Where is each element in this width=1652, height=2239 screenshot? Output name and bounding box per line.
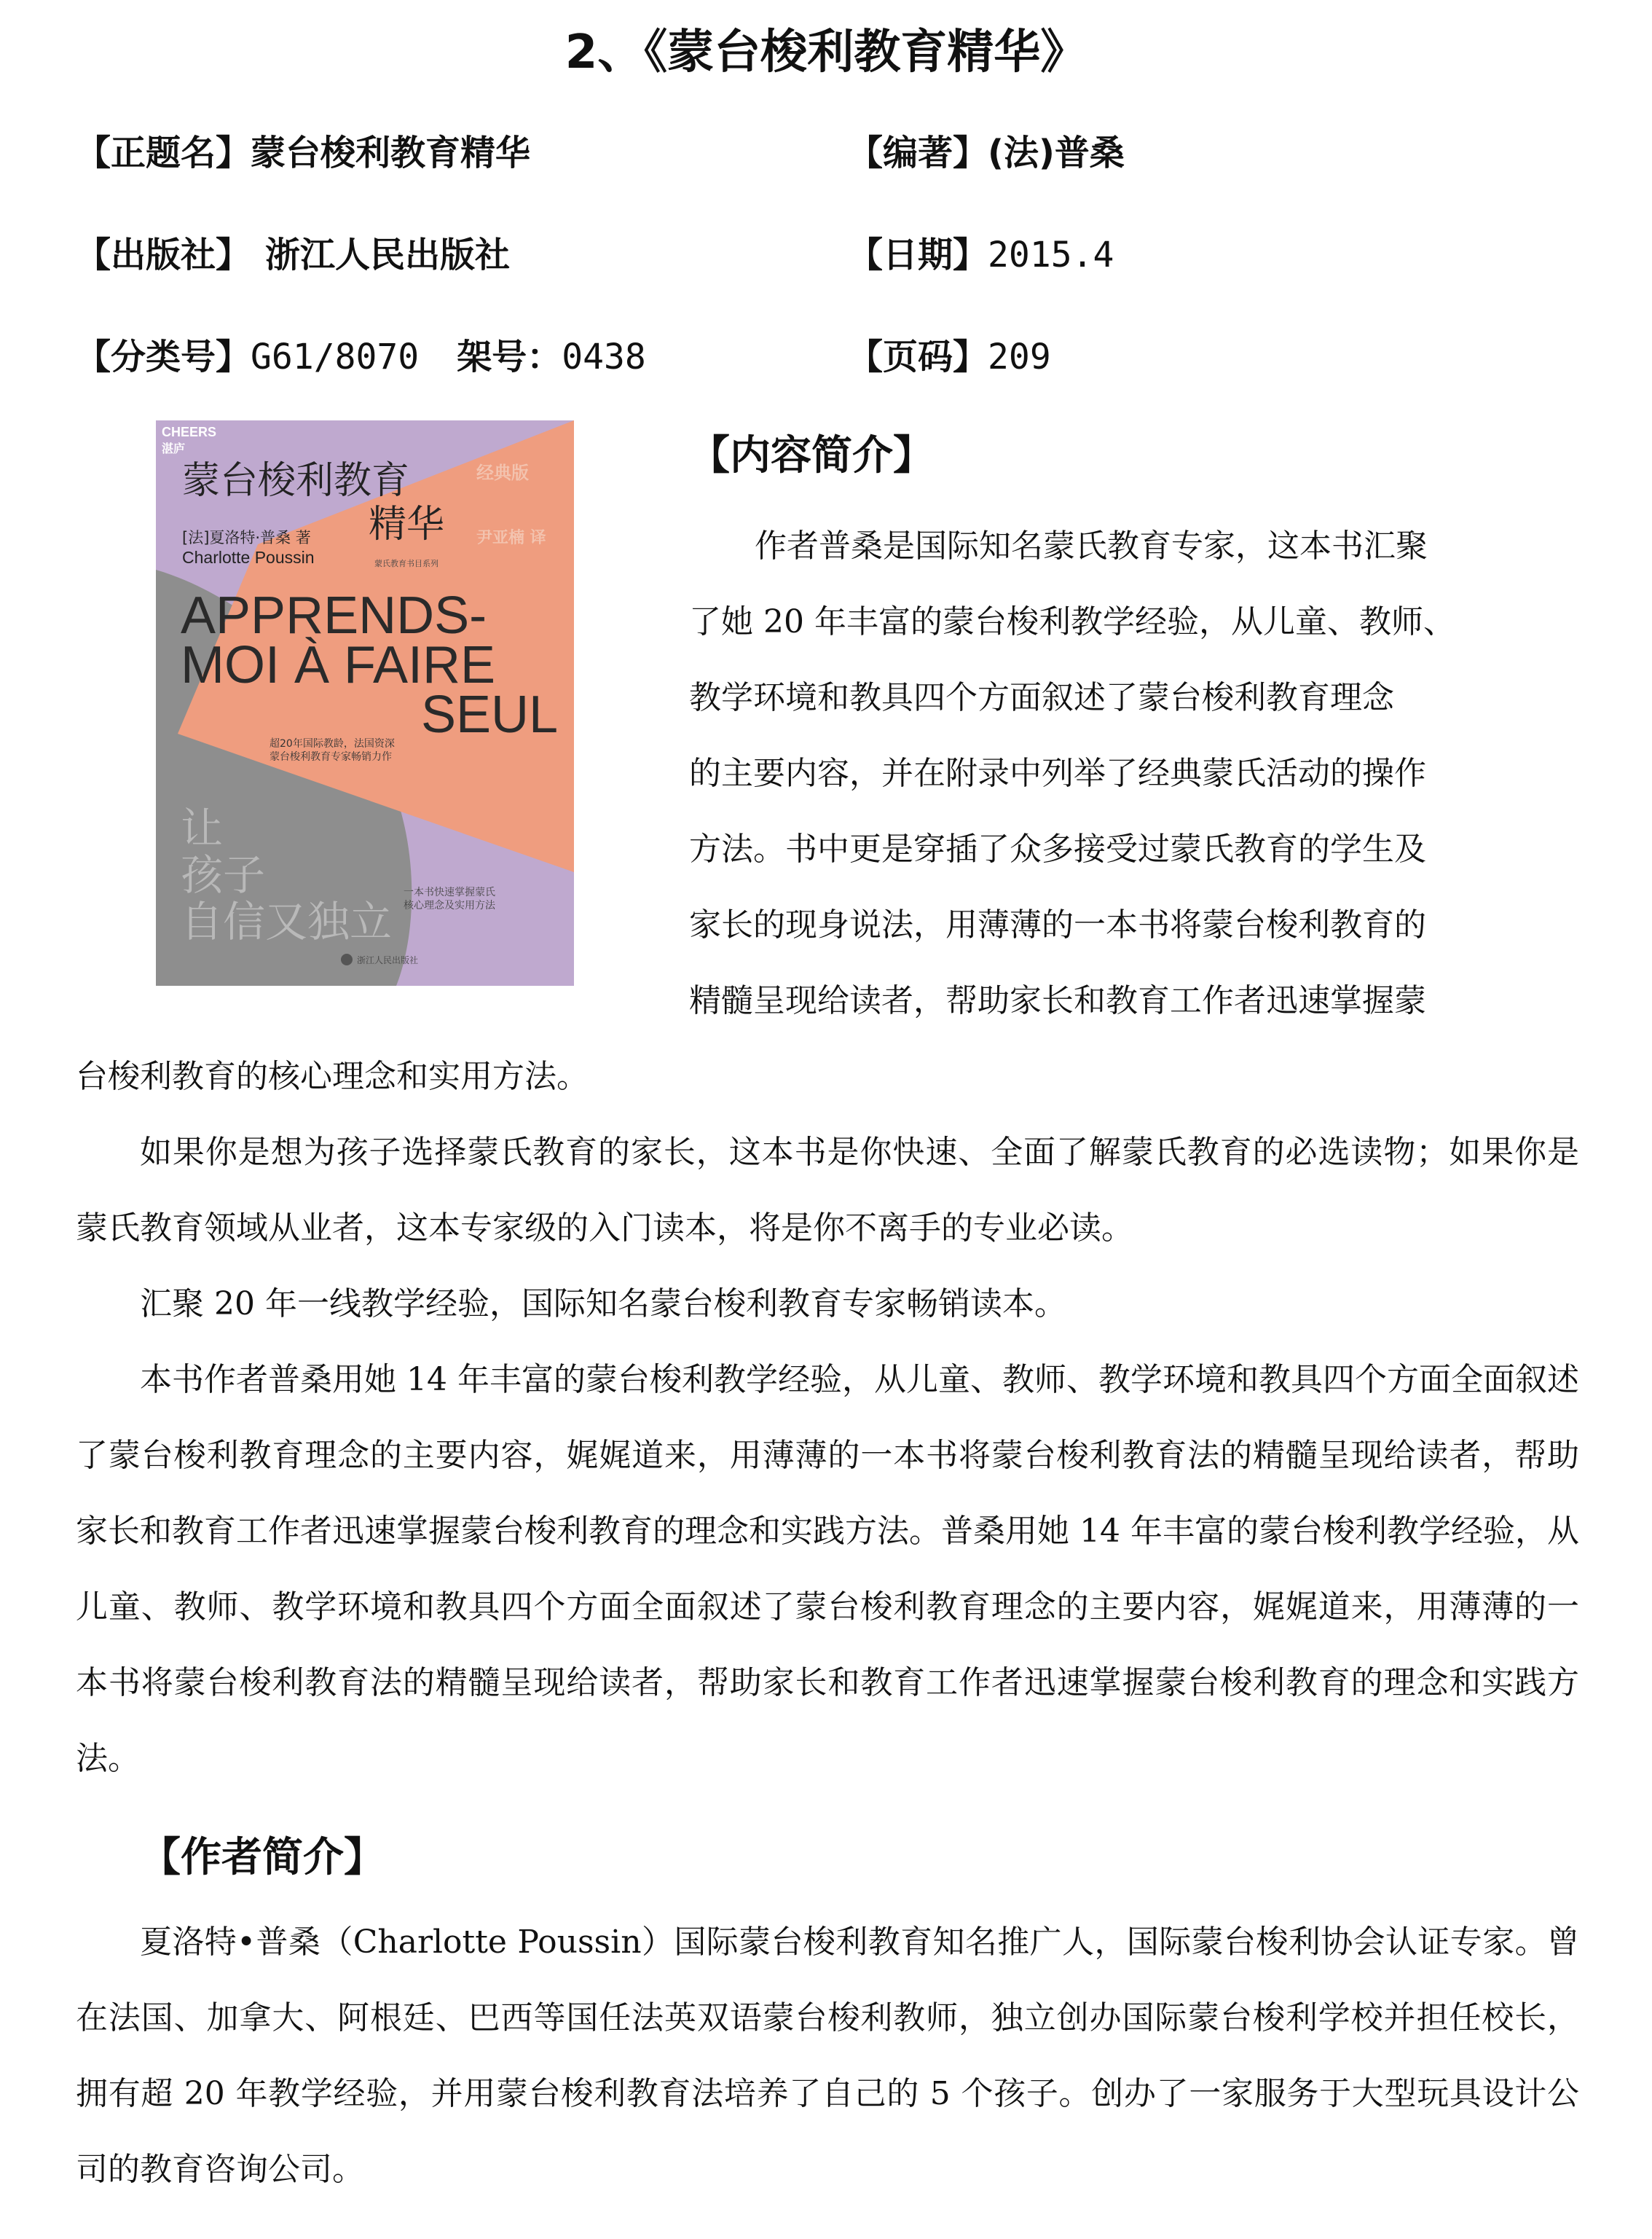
- meta-publisher-label: 【出版社】: [76, 235, 251, 275]
- meta-author-label: 【编著】: [848, 133, 988, 173]
- page-title: 2、《蒙台梭利教育精华》: [565, 26, 1087, 79]
- summary-line-4: 的主要内容，并在附录中列举了经典蒙氏活动的操作: [689, 755, 1426, 792]
- cover-tag-line1: 一本书快速掌握蒙氏: [404, 887, 495, 898]
- meta-class-label: 【分类号】: [76, 337, 251, 377]
- cover-slogan-line3: 自信又独立: [181, 897, 393, 946]
- cover-blurb-line2: 蒙台梭利教育专家畅销力作: [270, 751, 392, 763]
- cover-publisher-mark-cn: 湛庐: [162, 442, 186, 455]
- summary-line-5: 方法。书中更是穿插了众多接受过蒙氏教育的学生及: [689, 831, 1426, 868]
- meta-title-label: 【正题名】: [76, 133, 251, 173]
- cover-publisher-mark: CHEERS: [162, 425, 217, 439]
- meta-date: [848, 226, 1114, 284]
- summary-paragraph-4: 本书作者普桑用她 14 年丰富的蒙台梭利教学经验，从儿童、教师、教学环境和教具四个方面全面叙述了蒙台梭利教育理念的主要内容，娓娓道来，用薄薄的一本书将蒙台梭利教育法的精髓呈现给读者，帮助家长和教育工作者迅速掌握蒙台梭利教育的理念和实践方法。普桑用她 14 年丰富的蒙台梭利教学经验，从儿童、教师、教学环境和教具四个方面全面叙述了蒙台梭利教育理念的主要内容，娓娓道来，用薄薄的一本书将蒙台梭利教育法的精髓呈现给读者，帮助家长和教育工作者迅速掌握蒙台梭利教育的理念和实践方法。: [76, 1361, 1579, 1777]
- meta-date-label: 【日期】: [848, 235, 988, 275]
- cover-author-en: Charlotte Poussin: [182, 548, 315, 567]
- cover-fr-line3: SEUL: [421, 686, 559, 744]
- meta-class-value: G61/8070: [251, 337, 420, 377]
- book-cover-image: [156, 420, 574, 986]
- cover-edition: 经典版: [476, 463, 529, 483]
- meta-row-publisher: [76, 226, 1605, 284]
- summary-line-2: 了她 20 年丰富的蒙台梭利教学经验，从儿童、教师、: [689, 603, 1455, 640]
- meta-title: [76, 124, 530, 182]
- cover-slogan-line2: 孩子: [181, 850, 266, 900]
- cover-title-line1: 蒙台梭利教育: [182, 459, 410, 503]
- meta-author: [848, 124, 1125, 182]
- summary-line-1: 作者普桑是国际知名蒙氏教育专家，这本书汇聚: [755, 528, 1428, 565]
- meta-date-value: 2015.4: [988, 235, 1114, 275]
- meta-pages: [848, 328, 1051, 386]
- meta-pages-label: 【页码】: [848, 337, 988, 377]
- meta-publisher: [76, 226, 510, 284]
- meta-publisher-value: 浙江人民出版社: [265, 235, 511, 275]
- meta-title-value: 蒙台梭利教育精华: [251, 133, 531, 173]
- summary-line-6: 家长的现身说法，用薄薄的一本书将蒙台梭利教育的: [689, 906, 1426, 944]
- author-paragraph: 夏洛特•普桑（Charlotte Poussin）国际蒙台梭利教育知名推广人，国际蒙台梭利协会认证专家。曾在法国、加拿大、阿根廷、巴西等国任法英双语蒙台梭利教师，独立创办国际蒙台梭利学校并担任校长，拥有超 20 年教学经验，并用蒙台梭利教育法培养了自己的 5 个孩子。创办了一家服务于大型玩具设计公司的教育咨询公司。: [76, 1924, 1579, 2188]
- cover-author-cn: [法]夏洛特·普桑 著: [182, 529, 311, 546]
- cover-press: 浙江人民出版社: [357, 955, 419, 965]
- cover-fr-line2: MOI À FAIRE: [181, 636, 496, 694]
- meta-row-title: [76, 124, 1605, 182]
- meta-class: [76, 328, 646, 386]
- cover-press-logo-icon: [341, 954, 353, 965]
- summary-paragraph-2: 如果你是想为孩子选择蒙氏教育的家长，这本书是你快速、全面了解蒙氏教育的必选读物；如果你是蒙氏教育领域从业者，这本专家级的入门读本，将是你不离手的专业必读。: [76, 1134, 1579, 1247]
- cover-blurb-line1: 超20年国际教龄，法国资深: [270, 738, 395, 750]
- summary-line-7: 精髓呈现给读者，帮助家长和教育工作者迅速掌握蒙: [689, 982, 1426, 1019]
- summary-heading: 【内容简介】: [689, 432, 934, 479]
- meta-shelf-value: 0438: [562, 337, 646, 377]
- cover-slogan-line1: 让: [181, 804, 224, 853]
- meta-author-value: (法)普桑: [988, 133, 1125, 173]
- meta-pages-value: 209: [988, 337, 1051, 377]
- cover-fr-line1: APPRENDS-: [181, 587, 487, 645]
- cover-tag-line2: 核心理念及实用方法: [404, 900, 495, 911]
- cover-series: 蒙氏教育书目系列: [374, 559, 438, 568]
- author-heading: 【作者简介】: [140, 1834, 385, 1881]
- summary-wrap-block: [689, 509, 1579, 1039]
- meta-row-class: [76, 328, 1605, 386]
- cover-title-line2: 精华: [369, 503, 445, 546]
- summary-line-3: 教学环境和教具四个方面叙述了蒙台梭利教育理念: [689, 679, 1394, 716]
- meta-shelf-label: 架号：: [457, 337, 562, 377]
- summary-paragraph-1-tail: 台梭利教育的核心理念和实用方法。: [76, 1058, 589, 1095]
- cover-translator: 尹亚楠 译: [476, 529, 546, 547]
- summary-paragraph-3: 汇聚 20 年一线教学经验，国际知名蒙台梭利教育专家畅销读本。: [140, 1285, 1066, 1322]
